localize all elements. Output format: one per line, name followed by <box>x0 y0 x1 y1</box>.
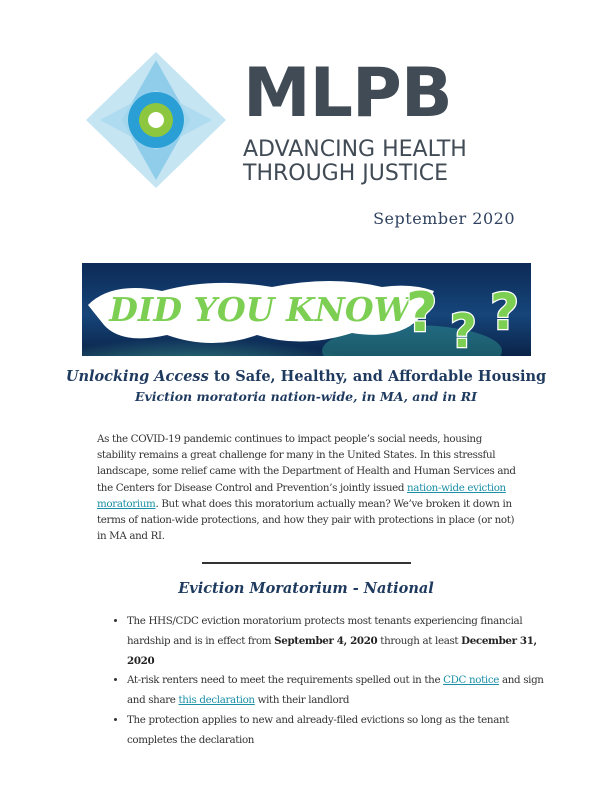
svg-text:?: ? <box>450 304 477 356</box>
headline-emphasis: Unlocking Access <box>65 368 209 385</box>
mlpb-logo-icon <box>86 52 226 188</box>
intro-paragraph <box>97 431 517 544</box>
brand-tagline-line1: ADVANCING HEALTH <box>243 137 467 162</box>
end-date: December 31, 2020 <box>127 634 537 667</box>
intro-text-1: As the COVID-19 pandemic continues to impact people’s social needs, housing stability remains a great challenge for many in the United States. In this stressful landscape, some relief came with the Department of Health and Human Services and the Centers for Disease Control and Prevention’s jointly issued <box>97 433 516 494</box>
section-title: Eviction Moratorium - National <box>178 580 434 597</box>
start-date: September 4, 2020 <box>274 634 378 647</box>
bullet-text: and sign and share <box>127 674 544 707</box>
issue-date: September 2020 <box>373 209 515 228</box>
brand-name: MLPB <box>243 54 452 133</box>
section-divider <box>202 562 411 564</box>
list-item <box>127 612 547 671</box>
moratorium-link[interactable]: nation-wide eviction moratorium <box>97 481 506 510</box>
article-subhead: Eviction moratoria nation-wide, in MA, and in RI <box>135 389 477 404</box>
brand-wordmark <box>243 54 467 186</box>
headline-rest: to Safe, Healthy, and Affordable Housing <box>208 368 547 385</box>
cdc-notice-link[interactable]: CDC notice <box>443 674 500 687</box>
did-you-know-banner <box>82 263 531 356</box>
brand-tagline-line2: THROUGH JUSTICE <box>243 161 449 186</box>
bullet-text: through at least <box>377 634 462 647</box>
declaration-link[interactable]: this declaration <box>178 694 255 707</box>
article-headline <box>0 368 612 385</box>
banner-text: DID YOU KNOW <box>109 290 411 329</box>
moratorium-bullet-list <box>110 612 547 751</box>
list-item <box>127 671 547 711</box>
bullet-text: The protection applies to new and already-filed evictions so long as the tenant completes the declaration <box>127 713 510 746</box>
svg-text:?: ? <box>406 281 438 344</box>
svg-text:?: ? <box>490 283 520 341</box>
bullet-text: The HHS/CDC eviction moratorium protects most tenants experiencing financial hardship and is in effect from <box>127 615 523 647</box>
list-item <box>127 711 547 751</box>
bullet-text: with their landlord <box>254 694 350 707</box>
brand-tagline <box>243 138 467 186</box>
bullet-text: At-risk renters need to meet the requirements spelled out in the <box>127 674 444 687</box>
intro-text-2: . But what does this moratorium actually mean? We’ve broken it down in terms of nation-wide protections, and how they pair with protections in place (or not) in MA and RI. <box>97 497 515 543</box>
